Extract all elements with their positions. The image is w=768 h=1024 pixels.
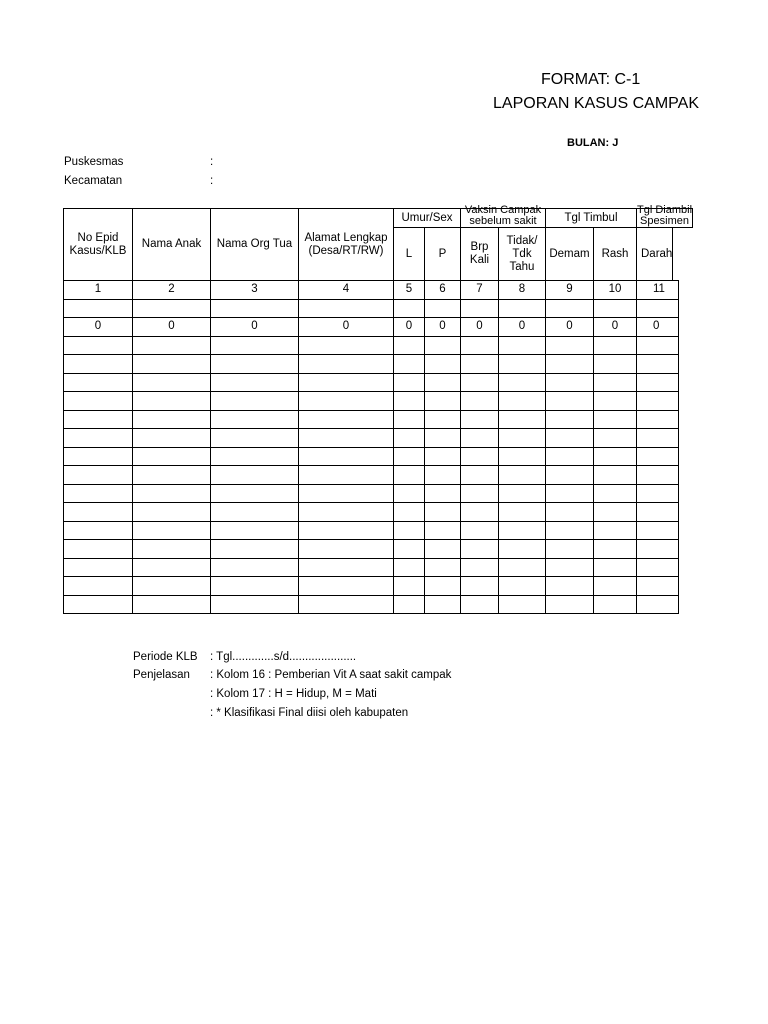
table-cell bbox=[393, 521, 425, 541]
column-number-cell: 2 bbox=[132, 280, 211, 300]
table-cell bbox=[460, 373, 499, 393]
table-cell bbox=[393, 410, 425, 430]
table-cell bbox=[424, 299, 461, 319]
table-cell bbox=[63, 391, 133, 411]
table-cell bbox=[210, 354, 299, 374]
table-cell bbox=[210, 447, 299, 467]
column-number-cell: 9 bbox=[545, 280, 594, 300]
header-nama-anak: Nama Anak bbox=[132, 208, 211, 281]
table-cell bbox=[210, 428, 299, 448]
header-tgl-diambil: Tgl Diambil Spesimen bbox=[637, 204, 693, 227]
header-alamat: Alamat Lengkap (Desa/RT/RW) bbox=[298, 208, 394, 281]
table-cell bbox=[63, 410, 133, 430]
table-cell bbox=[210, 558, 299, 578]
table-cell bbox=[545, 558, 594, 578]
table-cell bbox=[298, 558, 394, 578]
table-cell bbox=[636, 428, 679, 448]
table-cell bbox=[545, 521, 594, 541]
zero-value-cell: 0 bbox=[460, 317, 499, 337]
column-number-cell: 4 bbox=[298, 280, 394, 300]
table-cell bbox=[63, 354, 133, 374]
column-number-cell: 3 bbox=[210, 280, 299, 300]
table-cell bbox=[393, 354, 425, 374]
table-cell bbox=[298, 410, 394, 430]
table-cell bbox=[63, 373, 133, 393]
table-cell bbox=[460, 336, 499, 356]
table-cell bbox=[593, 410, 637, 430]
table-cell bbox=[210, 465, 299, 485]
table-cell bbox=[460, 391, 499, 411]
table-cell bbox=[63, 521, 133, 541]
table-cell bbox=[636, 336, 679, 356]
table-cell bbox=[393, 595, 425, 615]
table-cell bbox=[298, 465, 394, 485]
table-cell bbox=[298, 447, 394, 467]
table-cell bbox=[545, 428, 594, 448]
table-cell bbox=[63, 336, 133, 356]
table-cell bbox=[424, 595, 461, 615]
table-cell bbox=[593, 428, 637, 448]
table-cell bbox=[210, 521, 299, 541]
table-cell bbox=[636, 410, 679, 430]
table-cell bbox=[393, 428, 425, 448]
table-cell bbox=[636, 484, 679, 504]
table-cell bbox=[460, 558, 499, 578]
table-cell bbox=[132, 354, 211, 374]
table-cell bbox=[298, 354, 394, 374]
table-cell bbox=[460, 410, 499, 430]
table-cell bbox=[210, 502, 299, 522]
table-cell bbox=[593, 354, 637, 374]
table-cell bbox=[545, 336, 594, 356]
table-cell bbox=[545, 595, 594, 615]
table-cell bbox=[424, 502, 461, 522]
table-cell bbox=[298, 521, 394, 541]
table-cell bbox=[132, 502, 211, 522]
table-cell bbox=[636, 465, 679, 485]
table-cell bbox=[498, 595, 546, 615]
table-cell bbox=[298, 299, 394, 319]
header-tidak-tdk-tahu: Tidak/ Tdk Tahu bbox=[498, 227, 546, 281]
table-cell bbox=[132, 576, 211, 596]
table-cell bbox=[636, 558, 679, 578]
table-cell bbox=[498, 391, 546, 411]
header-brp-kali: Brp Kali bbox=[460, 227, 499, 281]
table-cell bbox=[424, 576, 461, 596]
table-cell bbox=[636, 576, 679, 596]
table-cell bbox=[545, 502, 594, 522]
table-cell bbox=[545, 299, 594, 319]
table-cell bbox=[545, 539, 594, 559]
table-cell bbox=[460, 521, 499, 541]
table-cell bbox=[636, 539, 679, 559]
table-cell bbox=[132, 595, 211, 615]
table-cell bbox=[63, 428, 133, 448]
puskesmas-label: Puskesmas bbox=[64, 156, 124, 168]
report-title: LAPORAN KASUS CAMPAK bbox=[493, 95, 699, 112]
table-cell bbox=[498, 576, 546, 596]
table-cell bbox=[298, 391, 394, 411]
table-cell bbox=[393, 299, 425, 319]
table-cell bbox=[298, 502, 394, 522]
table-cell bbox=[210, 373, 299, 393]
header-demam: Demam bbox=[545, 227, 594, 281]
column-number-cell: 5 bbox=[393, 280, 425, 300]
table-cell bbox=[593, 558, 637, 578]
table-cell bbox=[298, 428, 394, 448]
table-cell bbox=[424, 410, 461, 430]
table-cell bbox=[593, 595, 637, 615]
table-cell bbox=[132, 447, 211, 467]
kecamatan-colon: : bbox=[210, 175, 214, 187]
table-cell bbox=[460, 502, 499, 522]
column-number-cell: 6 bbox=[424, 280, 461, 300]
table-cell bbox=[460, 539, 499, 559]
table-cell bbox=[393, 502, 425, 522]
table-cell bbox=[393, 576, 425, 596]
table-cell bbox=[593, 465, 637, 485]
table-cell bbox=[636, 373, 679, 393]
zero-value-cell: 0 bbox=[636, 317, 679, 337]
column-number-cell: 11 bbox=[636, 280, 679, 300]
table-cell bbox=[498, 336, 546, 356]
table-cell bbox=[460, 428, 499, 448]
table-cell bbox=[593, 447, 637, 467]
column-number-cell: 10 bbox=[593, 280, 637, 300]
table-cell bbox=[132, 391, 211, 411]
table-cell bbox=[593, 373, 637, 393]
table-cell bbox=[593, 299, 637, 319]
table-cell bbox=[636, 502, 679, 522]
header-vaksin: Vaksin Campak sebelum sakit bbox=[460, 208, 546, 228]
table-cell bbox=[63, 539, 133, 559]
table-cell bbox=[63, 447, 133, 467]
table-cell bbox=[424, 336, 461, 356]
table-cell bbox=[298, 373, 394, 393]
table-cell bbox=[545, 410, 594, 430]
table-cell bbox=[393, 558, 425, 578]
table-cell bbox=[132, 484, 211, 504]
table-cell bbox=[498, 373, 546, 393]
table-cell bbox=[545, 373, 594, 393]
table-cell bbox=[498, 539, 546, 559]
table-cell bbox=[636, 521, 679, 541]
table-cell bbox=[498, 299, 546, 319]
zero-value-cell: 0 bbox=[593, 317, 637, 337]
table-cell bbox=[210, 484, 299, 504]
table-cell bbox=[545, 391, 594, 411]
periode-label: Periode KLB bbox=[133, 651, 198, 663]
table-cell bbox=[424, 428, 461, 448]
table-cell bbox=[298, 576, 394, 596]
bulan-label: BULAN: J bbox=[567, 137, 619, 149]
table-cell bbox=[460, 484, 499, 504]
zero-value-cell: 0 bbox=[63, 317, 133, 337]
table-cell bbox=[132, 521, 211, 541]
table-cell bbox=[593, 391, 637, 411]
table-cell bbox=[424, 558, 461, 578]
table-cell bbox=[460, 595, 499, 615]
table-cell bbox=[593, 484, 637, 504]
note-kolom-17: : Kolom 17 : H = Hidup, M = Mati bbox=[210, 688, 377, 700]
table-cell bbox=[210, 391, 299, 411]
table-cell bbox=[460, 576, 499, 596]
table-cell bbox=[63, 595, 133, 615]
zero-value-cell: 0 bbox=[298, 317, 394, 337]
periode-value: : Tgl.............s/d..................... bbox=[210, 651, 357, 663]
zero-value-cell: 0 bbox=[545, 317, 594, 337]
table-cell bbox=[63, 465, 133, 485]
header-no-epid: No Epid Kasus/KLB bbox=[63, 208, 133, 281]
table-cell bbox=[132, 539, 211, 559]
table-cell bbox=[132, 465, 211, 485]
table-cell bbox=[545, 354, 594, 374]
table-cell bbox=[424, 521, 461, 541]
table-cell bbox=[424, 447, 461, 467]
note-kolom-16: : Kolom 16 : Pemberian Vit A saat sakit campak bbox=[210, 669, 452, 681]
table-cell bbox=[593, 521, 637, 541]
table-cell bbox=[210, 576, 299, 596]
table-cell bbox=[636, 354, 679, 374]
format-code: FORMAT: C-1 bbox=[541, 71, 641, 88]
zero-value-cell: 0 bbox=[498, 317, 546, 337]
table-cell bbox=[393, 447, 425, 467]
table-cell bbox=[393, 336, 425, 356]
header-p: P bbox=[424, 227, 461, 281]
zero-value-cell: 0 bbox=[424, 317, 461, 337]
column-number-cell: 1 bbox=[63, 280, 133, 300]
table-cell bbox=[460, 465, 499, 485]
table-cell bbox=[132, 558, 211, 578]
table-cell bbox=[498, 410, 546, 430]
table-cell bbox=[498, 447, 546, 467]
table-cell bbox=[498, 484, 546, 504]
zero-value-cell: 0 bbox=[393, 317, 425, 337]
table-cell bbox=[132, 410, 211, 430]
table-cell bbox=[393, 484, 425, 504]
table-cell bbox=[298, 539, 394, 559]
table-cell bbox=[636, 595, 679, 615]
puskesmas-colon: : bbox=[210, 156, 214, 168]
table-cell bbox=[593, 576, 637, 596]
table-cell bbox=[393, 539, 425, 559]
table-cell bbox=[63, 558, 133, 578]
column-number-cell: 8 bbox=[498, 280, 546, 300]
table-cell bbox=[498, 354, 546, 374]
table-cell bbox=[545, 484, 594, 504]
table-cell bbox=[63, 502, 133, 522]
table-cell bbox=[593, 502, 637, 522]
table-cell bbox=[498, 558, 546, 578]
table-cell bbox=[424, 465, 461, 485]
table-cell bbox=[210, 336, 299, 356]
table-cell bbox=[636, 391, 679, 411]
zero-value-cell: 0 bbox=[132, 317, 211, 337]
table-cell bbox=[545, 465, 594, 485]
column-number-cell: 7 bbox=[460, 280, 499, 300]
penjelasan-label: Penjelasan bbox=[133, 669, 190, 681]
zero-value-cell: 0 bbox=[210, 317, 299, 337]
table-cell bbox=[63, 299, 133, 319]
table-cell bbox=[460, 299, 499, 319]
table-cell bbox=[593, 539, 637, 559]
table-cell bbox=[132, 299, 211, 319]
table-cell bbox=[545, 447, 594, 467]
table-cell bbox=[636, 299, 679, 319]
kecamatan-label: Kecamatan bbox=[64, 175, 123, 187]
table-cell bbox=[393, 373, 425, 393]
table-cell bbox=[210, 299, 299, 319]
table-cell bbox=[63, 576, 133, 596]
table-cell bbox=[210, 539, 299, 559]
header-rash: Rash bbox=[593, 227, 637, 281]
table-cell bbox=[593, 336, 637, 356]
table-cell bbox=[498, 428, 546, 448]
table-cell bbox=[393, 465, 425, 485]
note-klasifikasi: : * Klasifikasi Final diisi oleh kabupaten bbox=[210, 707, 409, 719]
table-cell bbox=[424, 484, 461, 504]
table-cell bbox=[498, 502, 546, 522]
table-cell bbox=[298, 595, 394, 615]
table-cell bbox=[393, 391, 425, 411]
table-cell bbox=[424, 391, 461, 411]
table-cell bbox=[63, 484, 133, 504]
table-cell bbox=[545, 576, 594, 596]
table-cell bbox=[132, 336, 211, 356]
table-cell bbox=[210, 410, 299, 430]
table-cell bbox=[132, 373, 211, 393]
header-l: L bbox=[393, 227, 425, 281]
table-cell bbox=[424, 373, 461, 393]
table-cell bbox=[298, 336, 394, 356]
table-cell bbox=[424, 539, 461, 559]
table-cell bbox=[498, 521, 546, 541]
header-tgl-timbul: Tgl Timbul bbox=[545, 208, 637, 228]
table-cell bbox=[298, 484, 394, 504]
table-cell bbox=[460, 447, 499, 467]
table-cell bbox=[460, 354, 499, 374]
table-cell bbox=[636, 447, 679, 467]
table-cell bbox=[210, 595, 299, 615]
table-cell bbox=[498, 465, 546, 485]
header-darah: Darah bbox=[636, 227, 673, 281]
header-nama-org-tua: Nama Org Tua bbox=[210, 208, 299, 281]
table-cell bbox=[424, 354, 461, 374]
table-cell bbox=[132, 428, 211, 448]
header-umur-sex: Umur/Sex bbox=[393, 208, 461, 228]
